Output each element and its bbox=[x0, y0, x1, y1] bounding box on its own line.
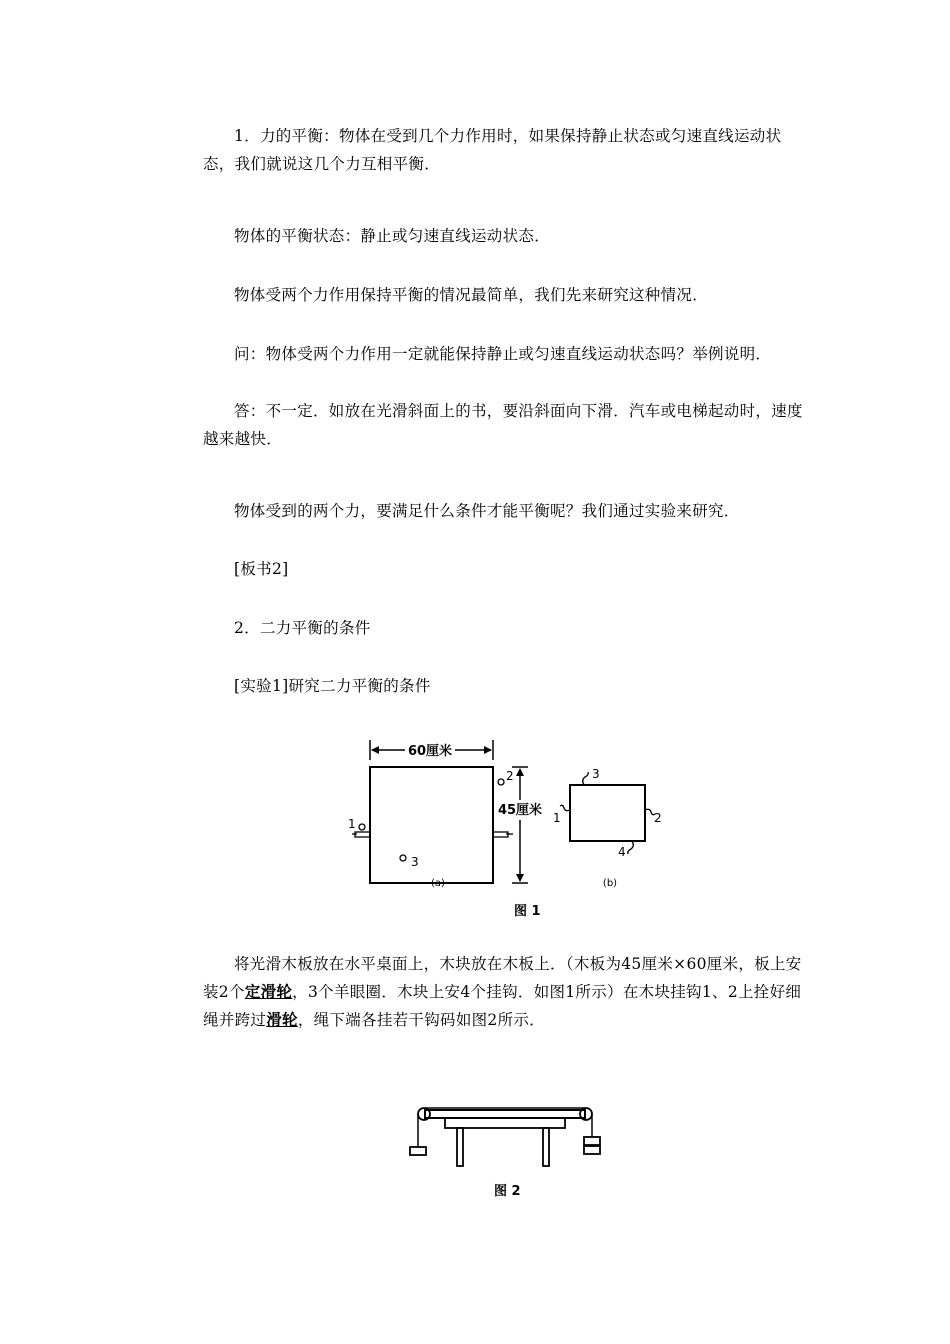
sub-caption-a: (a) bbox=[431, 878, 445, 889]
paragraph-setup bbox=[203, 950, 803, 1034]
paragraph-two-forces-simple: 物体受两个力作用保持平衡的情况最简单，我们先来研究这种情况． bbox=[234, 286, 709, 304]
eye-ring-1 bbox=[359, 824, 365, 830]
table-top bbox=[425, 1110, 585, 1118]
block-rect bbox=[570, 785, 645, 841]
hook-3 bbox=[583, 772, 588, 785]
link-pulley[interactable]: 滑轮 bbox=[266, 1010, 298, 1029]
b-label-1: 1 bbox=[553, 811, 561, 825]
paragraph-conditions-question: 物体受到的两个力，要满足什么条件才能平衡呢？我们通过实验来研究． bbox=[234, 502, 740, 520]
b-label-4: 4 bbox=[618, 845, 626, 859]
setup-text-a: 将光滑木板放在水平桌面上，木块放在木板上．（木板为45厘米×60厘米，板上安装2个 bbox=[203, 955, 802, 1001]
paragraph-answer: 答：不一定．如放在光滑斜面上的书，要沿斜面向下滑．汽车或电梯起动时，速度越来越快． bbox=[203, 402, 803, 448]
b-label-2: 2 bbox=[654, 811, 662, 825]
experiment-heading: [实验1]研究二力平衡的条件 bbox=[234, 677, 431, 695]
board-rect bbox=[370, 767, 493, 883]
table-leg-left bbox=[457, 1128, 463, 1166]
a-label-2: 2 bbox=[506, 769, 514, 783]
paragraph-board-note: [板书2] bbox=[234, 560, 289, 578]
weight-right-1 bbox=[584, 1137, 600, 1145]
paragraph-question: 问：物体受两个力作用一定就能保持静止或匀速直线运动状态吗？举例说明． bbox=[234, 345, 772, 363]
width-label: 60厘米 bbox=[407, 744, 453, 759]
pulley-left bbox=[355, 832, 370, 837]
figure-1-caption: 图 1 bbox=[514, 904, 541, 919]
hook-4 bbox=[628, 841, 633, 854]
figure-1-diagram bbox=[0, 730, 950, 930]
eye-ring-3 bbox=[400, 855, 406, 861]
sub-caption-b: (b) bbox=[602, 878, 618, 889]
section-heading: 2．二力平衡的条件 bbox=[234, 619, 371, 637]
table-frame bbox=[445, 1118, 565, 1128]
height-label: 45厘米 bbox=[497, 803, 543, 818]
a-label-1: 1 bbox=[348, 817, 356, 831]
figure-2-caption: 图 2 bbox=[494, 1184, 521, 1199]
paragraph-balance-state: 物体的平衡状态：静止或匀速直线运动状态． bbox=[234, 227, 551, 245]
eye-ring-2 bbox=[498, 779, 504, 785]
weight-right-2 bbox=[584, 1146, 600, 1154]
pulley-right bbox=[493, 832, 508, 837]
a-label-3: 3 bbox=[411, 855, 419, 869]
setup-text-b: ，3个羊眼圈．木块上安4个挂钩．如图1所示）在木块挂钩1、2上拴好细绳并跨过 bbox=[203, 983, 802, 1029]
paragraph-force-balance: 1．力的平衡：物体在受到几个力作用时，如果保持静止状态或匀速直线运动状态，我们就说这几个力互相平衡． bbox=[203, 127, 782, 173]
weight-left bbox=[410, 1147, 426, 1155]
setup-text-c: ，绳下端各挂若干钩码如图2所示． bbox=[297, 1011, 545, 1029]
b-label-3: 3 bbox=[592, 767, 600, 781]
link-fixed-pulley[interactable]: 定滑轮 bbox=[244, 982, 293, 1001]
hook-1 bbox=[560, 805, 570, 810]
figure-2-diagram bbox=[0, 1100, 950, 1220]
table-leg-right bbox=[543, 1128, 549, 1166]
